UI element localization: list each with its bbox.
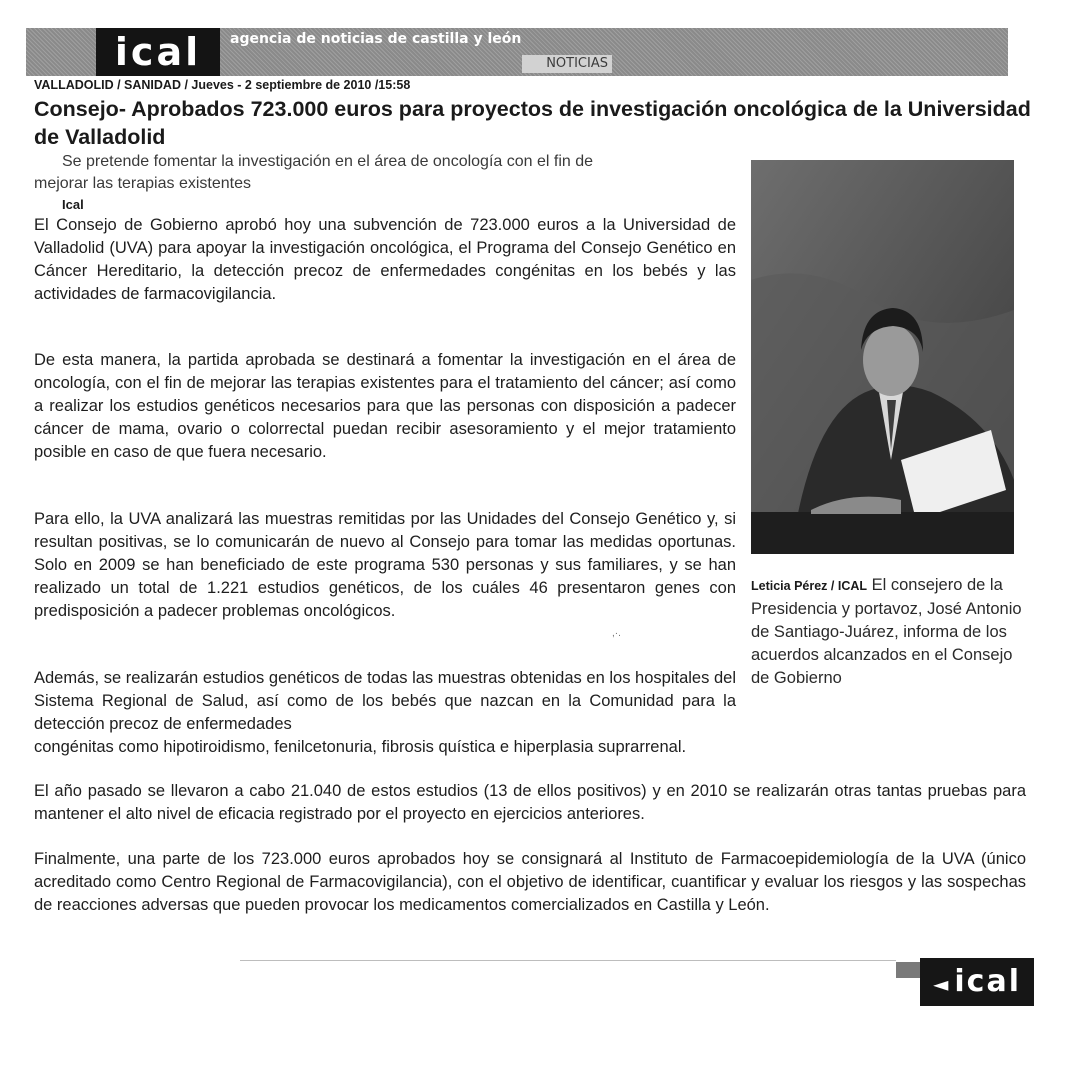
paragraph-1: El Consejo de Gobierno aprobó hoy una subvención de 723.000 euros a la Universidad de Valladolid (UVA) para apoyar la investigación oncológica, el Programa del Consejo Genético en Cáncer Hereditario, la detección precoz de enfermedades congénitas en los bebés y las actividades de farmacovigilancia. [34,216,736,303]
paragraph-5: El año pasado se llevaron a cabo 21.040 de estos estudios (13 de ellos positivos) y en 2010 se realizarán otras tantas pruebas para mantener el alto nivel de eficacia registrado por el proyecto en ejercicios anteriores. [34,782,1026,823]
source-byline: Ical [62,197,84,212]
footer-bar [896,962,920,978]
footer-rule [240,960,896,961]
photo-illustration [751,160,1014,554]
news-photo [751,160,1014,554]
standfirst-line-2: mejorar las terapias existentes [34,175,251,192]
photo-caption-text: El consejero de la Presidencia y portavoz, José Antonio de Santiago-Juárez, informa de los acuerdos alcanzados en el Consejo de Gobierno [751,576,1022,687]
left-arrow-icon: ◄ [933,972,951,996]
standfirst [34,151,738,195]
paragraph-4-last-line: congénitas como hipotiroidismo, fenilcetonuria, fibrosis quística e hiperplasia suprarrenal. [34,738,687,756]
footer-ical-logo [920,958,1034,1006]
ical-logo: ical [96,28,220,76]
headline: Consejo- Aprobados 723.000 euros para proyectos de investigación oncológica de la Universidad de Valladolid [34,97,1031,149]
scan-speck: ,·. [612,628,621,639]
paragraph-3: Para ello, la UVA analizará las muestras remitidas por las Unidades del Consejo Genético y, si resultan positivas, se lo comunicarán de nuevo al Consejo para tomar las medidas oportunas. Solo en 2009 se han beneficiado de este programa 530 personas y sus familiares, y se han realizado un total de 1.221 estudios genéticos, de los cuáles 46 presentaron genes con predisposición a padecer problemas oncológicos. [34,510,736,620]
paragraph-6: Finalmente, una parte de los 723.000 euros aprobados hoy se consignará al Instituto de Farmacoepidemiología de la UVA (único acreditado como Centro Regional de Farmacovigilancia), con el objetivo de identificar, cuantificar y evaluar los riesgos y las sospechas de reacciones adversas que pueden provocar los medicamentos comercializados en Castilla y León. [34,850,1026,914]
masthead-banner [26,28,1008,76]
photo-credit: Leticia Pérez / ICAL [751,579,868,593]
section-label: NOTICIAS [522,55,612,73]
paragraph-2: De esta manera, la partida aprobada se destinará a fomentar la investigación en el área de oncología, con el fin de mejorar las terapias existentes para el tratamiento del cáncer; así como a realizar los estudios genéticos necesarios para que las personas con disposición a padecer cáncer de mama, ovario o colorrectal puedan recibir asesoramiento y el mejor tratamiento posible en caso de que fuera necesario. [34,351,736,461]
standfirst-line-1: Se pretende fomentar la investigación en el área de oncología con el fin de [62,153,594,170]
agency-tagline: agencia de noticias de castilla y león [230,31,522,47]
photo-caption [751,574,1027,690]
footer-logo-text: ical [954,964,1021,999]
dateline: VALLADOLID / SANIDAD / Jueves - 2 septiembre de 2010 /15:58 [34,78,411,92]
paragraph-4-lines: Además, se realizarán estudios genéticos de todas las muestras obtenidas en los hospitales del Sistema Regional de Salud, así como de los bebés que nazcan en la Comunidad para la detección precoz de enfermedades [34,669,736,733]
